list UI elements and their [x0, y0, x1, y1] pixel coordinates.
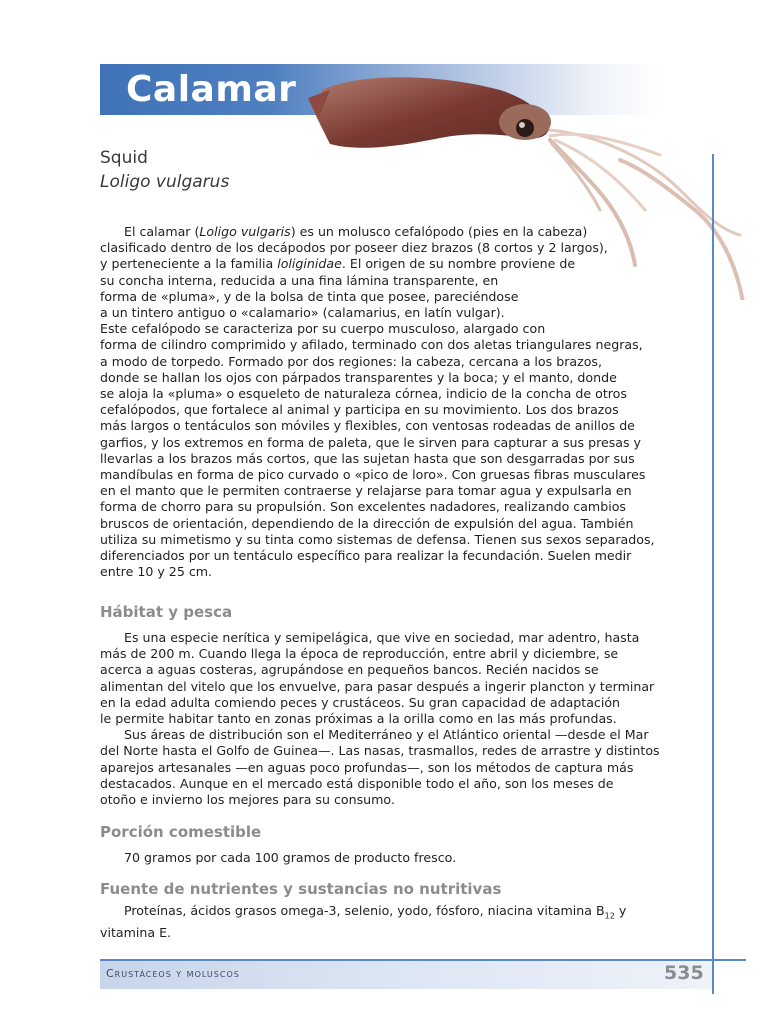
text-line: Este cefalópodo se caracteriza por su cuerpo musculoso, alargado con: [100, 321, 546, 337]
common-name: Squid: [100, 148, 148, 168]
intro-paragraph: [100, 224, 660, 580]
text-line: forma de chorro para su propulsión. Son excelentes nadadores, realizando cambios: [100, 499, 626, 515]
text-line: del Norte hasta el Golfo de Guinea—. Las nasas, trasmallos, redes de arrastre y distintos: [100, 743, 660, 759]
scientific-name: Loligo vulgarus: [100, 172, 230, 192]
text-line: mandíbulas en forma de pico curvado o «pico de loro». Con gruesas fibras musculares: [100, 467, 646, 483]
text-line: más largos o tentáculos son móviles y flexibles, con ventosas rodeadas de anillos de: [100, 418, 635, 434]
text-line: en la edad adulta comiendo peces y crustáceos. Su gran capacidad de adaptación: [100, 694, 621, 710]
text-line: en el manto que le permiten contraerse y relajarse para tomar agua y expulsarla en: [100, 483, 632, 499]
edible-portion-text: 70 gramos por cada 100 gramos de producto fresco.: [124, 850, 457, 865]
page-title: Calamar: [126, 69, 297, 110]
text-line: donde se hallan los ojos con párpados transparentes y la boca; y el manto, donde: [100, 369, 617, 385]
text-line: alimentan del vitelo que los envuelve, para pasar después a ingerir plancton y terminar: [100, 678, 655, 694]
text-line: garfios, y los extremos en forma de paleta, que le sirven para capturar a sus presas y: [100, 434, 642, 450]
habitat-heading: Hábitat y pesca: [100, 603, 233, 621]
text-line: destacados. Aunque en el mercado está disponible todo el año, son los meses de: [100, 775, 614, 791]
text-line: acerca a aguas costeras, agrupándose en pequeños bancos. Recién nacidos se: [100, 662, 599, 678]
text-line: y perteneciente a la familia loliginidae. El origen de su nombre proviene de: [100, 256, 576, 272]
nutrients-text: [100, 903, 660, 941]
page-number: 535: [664, 962, 704, 984]
text-line: El calamar (Loligo vulgaris) es un molusco cefalópodo (pies en la cabeza): [124, 224, 588, 239]
text-line: a un tintero antiguo o «calamario» (calamarius, en latín vulgar).: [100, 305, 505, 321]
nutrients-heading: Fuente de nutrientes y sustancias no nutritivas: [100, 880, 502, 898]
text-line: Sus áreas de distribución son el Mediterráneo y el Atlántico oriental —desde el Mar: [124, 727, 649, 743]
text-line: utiliza su mimetismo y su tinta como sistemas de defensa. Tienen sus sexos separados,: [100, 531, 655, 547]
text-line: entre 10 y 25 cm.: [100, 564, 213, 580]
footer-section-label: Crustáceos y moluscos: [106, 967, 240, 980]
text-line: cefalópodos, que fortalece al animal y participa en su movimiento. Los dos brazos: [100, 402, 619, 418]
text-line: forma de cilindro comprimido y afilado, terminado con dos aletas triangulares negras,: [100, 337, 643, 353]
text-line: diferenciados por un tentáculo específico para realizar la fecundación. Suelen medir: [100, 548, 632, 564]
habitat-paragraph: [100, 630, 660, 808]
text-line: le permite habitar tanto en zonas próximas a la orilla como en las más profundas.: [100, 711, 617, 727]
text-line: clasificado dentro de los decápodos por poseer diez brazos (8 cortos y 2 largos),: [100, 240, 608, 256]
right-margin-rule: [712, 154, 714, 994]
text-line: a modo de torpedo. Formado por dos regiones: la cabeza, cercana a los brazos,: [100, 353, 602, 369]
text-line: aparejos artesanales —en aguas poco profundas—, son los métodos de captura más: [100, 759, 634, 775]
text-line: vitamina E.: [100, 924, 172, 940]
text-line: llevarlas a los brazos más cortos, que las sujetan hasta que son desgarradas por sus: [100, 450, 635, 466]
text-line: Es una especie nerítica y semipelágica, que vive en sociedad, mar adentro, hasta: [124, 630, 640, 645]
text-line: forma de «pluma», y de la bolsa de tinta que posee, pareciéndose: [100, 288, 519, 304]
edible-portion-heading: Porción comestible: [100, 823, 262, 841]
text-line: Proteínas, ácidos grasos omega-3, selenio, yodo, fósforo, niacina vitamina $B_{12}$ y: [124, 903, 627, 921]
text-line: otoño e invierno los mejores para su consumo.: [100, 792, 395, 808]
text-line: se aloja la «pluma» o esqueleto de naturaleza córnea, indicio de la concha de otros: [100, 386, 627, 402]
text-line: bruscos de orientación, dependiendo de la dirección de expulsión del agua. También: [100, 515, 634, 531]
text-line: su concha interna, reducida a una fina lámina transparente, en: [100, 272, 499, 288]
text-line: más de 200 m. Cuando llega la época de reproducción, entre abril y diciembre, se: [100, 646, 619, 662]
